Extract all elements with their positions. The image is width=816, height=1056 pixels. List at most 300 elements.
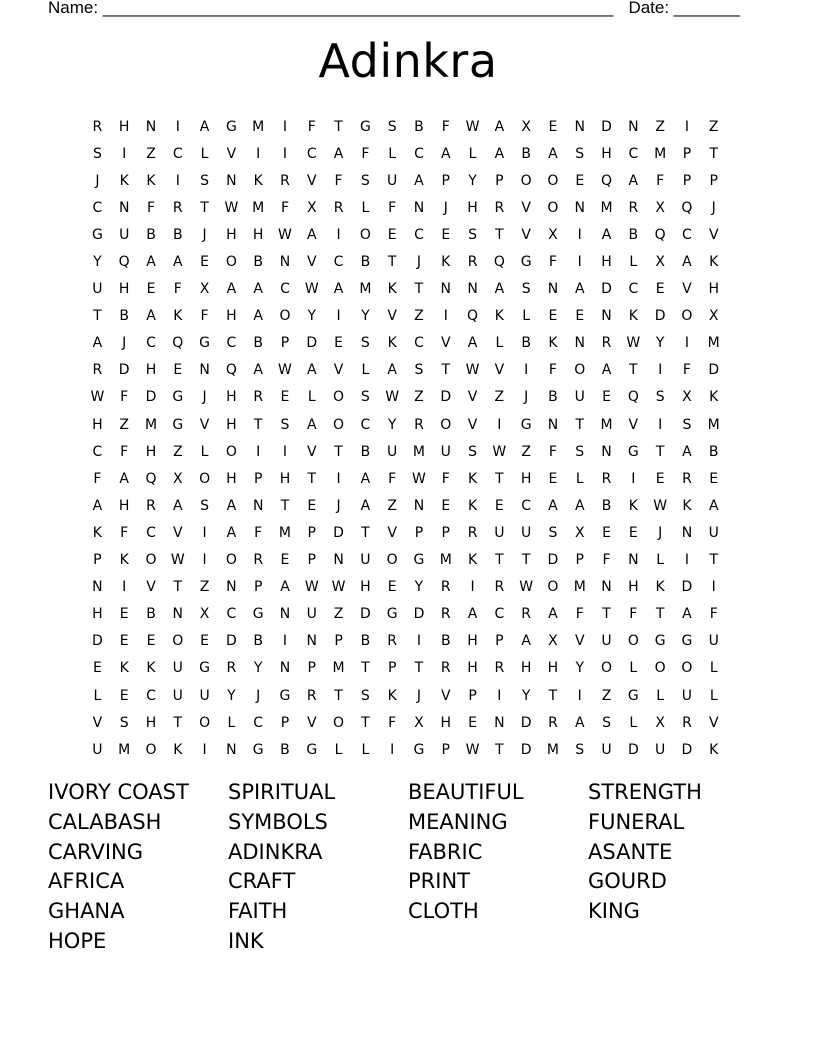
grid-letter[interactable]: H	[118, 497, 130, 514]
grid-letter[interactable]: R	[253, 552, 264, 569]
grid-letter[interactable]: T	[173, 714, 183, 731]
grid-letter[interactable]: R	[414, 416, 424, 433]
grid-letter[interactable]: E	[387, 226, 397, 243]
grid-letter[interactable]: T	[93, 308, 102, 325]
grid-letter[interactable]: F	[200, 308, 209, 325]
grid-letter[interactable]: J	[711, 199, 716, 216]
grid-letter[interactable]: R	[601, 335, 612, 352]
grid-letter[interactable]: A	[253, 281, 263, 298]
grid-letter[interactable]: F	[548, 443, 557, 460]
grid-letter[interactable]: P	[441, 172, 450, 189]
grid-letter[interactable]: E	[468, 714, 477, 731]
grid-letter[interactable]: K	[682, 497, 692, 514]
grid-letter[interactable]: V	[628, 416, 639, 433]
grid-letter[interactable]: O	[386, 552, 398, 569]
grid-letter[interactable]: M	[118, 741, 131, 758]
grid-letter[interactable]: A	[92, 497, 103, 514]
grid-letter[interactable]: C	[414, 145, 424, 162]
grid-letter[interactable]: A	[574, 497, 585, 514]
grid-letter[interactable]: X	[574, 524, 585, 541]
grid-letter[interactable]: E	[119, 687, 129, 704]
grid-letter[interactable]: Z	[333, 606, 344, 623]
grid-letter[interactable]: E	[119, 606, 129, 623]
grid-letter[interactable]: V	[306, 443, 317, 460]
grid-letter[interactable]: A	[306, 226, 317, 243]
grid-letter[interactable]: M	[359, 281, 372, 298]
grid-letter[interactable]: O	[199, 714, 211, 731]
grid-letter[interactable]: U	[119, 226, 130, 243]
grid-letter[interactable]: N	[574, 199, 585, 216]
grid-letter[interactable]: Z	[494, 389, 505, 406]
grid-letter[interactable]: K	[119, 172, 129, 189]
grid-letter[interactable]: E	[280, 389, 290, 406]
grid-letter[interactable]: W	[278, 362, 292, 379]
grid-letter[interactable]: I	[282, 118, 288, 135]
grid-letter[interactable]: Q	[601, 172, 613, 189]
grid-letter[interactable]: A	[548, 606, 558, 623]
grid-letter[interactable]: E	[575, 308, 585, 325]
grid-letter[interactable]: Z	[414, 308, 424, 325]
grid-letter[interactable]: P	[253, 579, 263, 596]
grid-letter[interactable]: L	[93, 687, 102, 704]
grid-letter[interactable]: W	[519, 579, 534, 596]
grid-letter[interactable]: F	[548, 254, 557, 271]
grid-letter[interactable]: E	[548, 118, 558, 135]
grid-letter[interactable]: C	[92, 199, 103, 216]
grid-letter[interactable]: N	[252, 497, 264, 514]
grid-letter[interactable]: W	[492, 443, 507, 460]
grid-letter[interactable]: V	[467, 416, 478, 433]
grid-letter[interactable]: N	[547, 281, 559, 298]
grid-letter[interactable]: L	[200, 145, 209, 162]
grid-letter[interactable]: W	[331, 579, 346, 596]
grid-letter[interactable]: O	[172, 633, 184, 650]
grid-letter[interactable]: B	[521, 335, 531, 352]
grid-letter[interactable]: E	[200, 633, 210, 650]
grid-letter[interactable]: A	[173, 497, 183, 514]
grid-letter[interactable]: A	[360, 497, 371, 514]
grid-letter[interactable]: T	[441, 362, 451, 379]
grid-letter[interactable]: A	[226, 281, 237, 298]
grid-letter[interactable]: R	[467, 524, 478, 541]
grid-letter[interactable]: A	[682, 254, 692, 271]
grid-letter[interactable]: K	[119, 552, 129, 569]
grid-letter[interactable]: A	[360, 470, 371, 487]
grid-letter[interactable]: L	[361, 362, 370, 379]
grid-letter[interactable]: I	[336, 226, 341, 243]
grid-letter[interactable]: E	[575, 172, 585, 189]
grid-letter[interactable]: P	[280, 335, 290, 352]
grid-letter[interactable]: C	[92, 443, 103, 460]
grid-letter[interactable]: G	[225, 118, 237, 135]
grid-letter[interactable]: E	[280, 552, 290, 569]
grid-letter[interactable]: T	[253, 416, 263, 433]
grid-letter[interactable]: C	[494, 606, 505, 623]
grid-letter[interactable]: A	[146, 254, 156, 271]
grid-letter[interactable]: F	[120, 389, 129, 406]
grid-letter[interactable]: T	[334, 443, 343, 460]
grid-letter[interactable]: H	[467, 633, 478, 650]
grid-letter[interactable]: H	[226, 308, 237, 325]
grid-letter[interactable]: U	[172, 687, 183, 704]
grid-letter[interactable]: L	[709, 687, 718, 704]
grid-letter[interactable]: P	[682, 172, 692, 189]
grid-letter[interactable]: E	[200, 254, 210, 271]
grid-letter[interactable]: E	[548, 308, 558, 325]
grid-letter[interactable]: B	[548, 389, 558, 406]
grid-letter[interactable]: T	[548, 687, 558, 704]
grid-letter[interactable]: C	[414, 226, 424, 243]
grid-letter[interactable]: U	[574, 389, 585, 406]
grid-letter[interactable]: O	[359, 226, 371, 243]
grid-letter[interactable]: E	[441, 497, 451, 514]
grid-letter[interactable]: L	[334, 741, 343, 758]
grid-letter[interactable]: Z	[119, 416, 129, 433]
grid-letter[interactable]: J	[122, 335, 127, 352]
grid-letter[interactable]: I	[256, 145, 261, 162]
grid-letter[interactable]: T	[602, 606, 611, 623]
grid-letter[interactable]: P	[93, 552, 102, 569]
grid-letter[interactable]: K	[146, 172, 156, 189]
grid-letter[interactable]: Q	[681, 199, 693, 216]
grid-letter[interactable]: X	[655, 254, 665, 271]
grid-letter[interactable]: Y	[655, 335, 665, 352]
grid-letter[interactable]: S	[200, 497, 210, 514]
grid-letter[interactable]: I	[711, 579, 716, 596]
grid-letter[interactable]: N	[574, 335, 585, 352]
grid-letter[interactable]: P	[334, 633, 343, 650]
grid-letter[interactable]: T	[655, 606, 665, 623]
grid-letter[interactable]: T	[200, 199, 209, 216]
grid-letter[interactable]: A	[119, 470, 129, 487]
grid-letter[interactable]: N	[226, 741, 237, 758]
grid-letter[interactable]: V	[440, 335, 451, 352]
grid-letter[interactable]: R	[92, 118, 103, 135]
grid-letter[interactable]: P	[682, 145, 692, 162]
grid-letter[interactable]: R	[280, 172, 290, 189]
grid-letter[interactable]: A	[574, 281, 585, 298]
grid-letter[interactable]: B	[440, 633, 451, 650]
grid-letter[interactable]: W	[465, 118, 480, 135]
grid-letter[interactable]: O	[225, 254, 237, 271]
grid-letter[interactable]: F	[656, 172, 665, 189]
grid-letter[interactable]: D	[601, 118, 612, 135]
grid-letter[interactable]: L	[495, 335, 504, 352]
grid-letter[interactable]: V	[387, 524, 397, 541]
grid-letter[interactable]: X	[548, 226, 558, 243]
grid-letter[interactable]: F	[682, 362, 691, 379]
grid-letter[interactable]: E	[548, 470, 558, 487]
grid-letter[interactable]: E	[173, 362, 183, 379]
grid-letter[interactable]: I	[122, 145, 127, 162]
grid-letter[interactable]: M	[546, 741, 559, 758]
grid-letter[interactable]: U	[521, 524, 532, 541]
name-field[interactable]: Name: ______________________________________________________	[48, 0, 614, 17]
grid-letter[interactable]: Y	[468, 172, 477, 189]
grid-letter[interactable]: A	[387, 362, 397, 379]
grid-letter[interactable]: D	[601, 281, 612, 298]
grid-letter[interactable]: H	[520, 660, 532, 677]
grid-letter[interactable]: G	[252, 741, 264, 758]
grid-letter[interactable]: P	[307, 552, 316, 569]
grid-letter[interactable]: H	[92, 606, 103, 623]
grid-letter[interactable]: R	[467, 254, 478, 271]
grid-letter[interactable]: D	[708, 362, 720, 379]
grid-letter[interactable]: V	[440, 687, 451, 704]
grid-letter[interactable]: N	[199, 362, 210, 379]
grid-letter[interactable]: I	[202, 741, 207, 758]
grid-letter[interactable]: A	[92, 335, 103, 352]
grid-letter[interactable]: L	[361, 741, 370, 758]
grid-letter[interactable]: D	[333, 524, 344, 541]
grid-letter[interactable]: X	[682, 389, 692, 406]
grid-letter[interactable]: F	[334, 172, 343, 189]
grid-letter[interactable]: Z	[655, 118, 665, 135]
grid-letter[interactable]: V	[387, 308, 397, 325]
grid-letter[interactable]: T	[495, 741, 504, 758]
grid-letter[interactable]: N	[413, 199, 425, 216]
grid-letter[interactable]: N	[681, 524, 693, 541]
grid-letter[interactable]: D	[440, 389, 452, 406]
grid-letter[interactable]: X	[199, 281, 210, 298]
grid-letter[interactable]: Q	[145, 470, 157, 487]
grid-letter[interactable]: Q	[172, 335, 184, 352]
grid-letter[interactable]: A	[253, 362, 263, 379]
grid-letter[interactable]: S	[468, 226, 477, 243]
grid-letter[interactable]: N	[413, 497, 425, 514]
grid-letter[interactable]: O	[547, 199, 559, 216]
grid-letter[interactable]: A	[521, 633, 531, 650]
grid-letter[interactable]: W	[412, 470, 426, 487]
grid-letter[interactable]: E	[146, 633, 156, 650]
grid-letter[interactable]: M	[332, 660, 345, 677]
grid-letter[interactable]: H	[226, 416, 237, 433]
grid-letter[interactable]: C	[360, 416, 371, 433]
grid-letter[interactable]: I	[658, 362, 663, 379]
grid-letter[interactable]: I	[175, 118, 180, 135]
grid-letter[interactable]: U	[708, 524, 719, 541]
grid-letter[interactable]: Y	[414, 579, 424, 596]
grid-letter[interactable]: L	[388, 145, 397, 162]
grid-letter[interactable]: L	[468, 145, 477, 162]
grid-letter[interactable]: B	[280, 741, 290, 758]
grid-letter[interactable]: D	[413, 606, 425, 623]
grid-letter[interactable]: N	[145, 118, 157, 135]
grid-letter[interactable]: O	[681, 308, 693, 325]
grid-letter[interactable]: G	[386, 606, 398, 623]
grid-letter[interactable]: L	[227, 714, 236, 731]
grid-letter[interactable]: G	[627, 687, 639, 704]
grid-letter[interactable]: Y	[361, 308, 370, 325]
grid-letter[interactable]: A	[467, 335, 478, 352]
grid-letter[interactable]: F	[146, 199, 156, 216]
grid-letter[interactable]: D	[627, 741, 639, 758]
grid-letter[interactable]: H	[118, 281, 130, 298]
grid-letter[interactable]: H	[118, 118, 130, 135]
grid-letter[interactable]: V	[521, 226, 531, 243]
grid-letter[interactable]: W	[304, 579, 319, 596]
grid-letter[interactable]: T	[655, 443, 665, 460]
grid-letter[interactable]: D	[654, 308, 666, 325]
grid-letter[interactable]: P	[709, 172, 718, 189]
grid-letter[interactable]: E	[602, 389, 611, 406]
grid-letter[interactable]: B	[253, 633, 263, 650]
grid-letter[interactable]: F	[548, 362, 557, 379]
grid-letter[interactable]: G	[172, 416, 184, 433]
grid-letter[interactable]: N	[279, 606, 291, 623]
grid-letter[interactable]: O	[279, 308, 291, 325]
grid-letter[interactable]: O	[627, 633, 639, 650]
grid-letter[interactable]: A	[199, 118, 210, 135]
grid-letter[interactable]: K	[173, 308, 183, 325]
grid-letter[interactable]: G	[654, 633, 666, 650]
grid-letter[interactable]: T	[521, 552, 531, 569]
grid-letter[interactable]: Y	[93, 254, 102, 271]
grid-letter[interactable]: J	[336, 497, 341, 514]
grid-letter[interactable]: R	[628, 199, 639, 216]
grid-letter[interactable]: U	[601, 633, 612, 650]
grid-letter[interactable]: F	[93, 470, 102, 487]
grid-letter[interactable]: Y	[227, 687, 236, 704]
grid-letter[interactable]: M	[412, 443, 425, 460]
grid-letter[interactable]: K	[709, 741, 719, 758]
grid-letter[interactable]: I	[336, 470, 341, 487]
grid-letter[interactable]: D	[681, 579, 693, 596]
grid-letter[interactable]: D	[225, 633, 237, 650]
grid-letter[interactable]: A	[306, 416, 317, 433]
grid-letter[interactable]: J	[443, 199, 448, 216]
grid-letter[interactable]: I	[175, 172, 180, 189]
grid-letter[interactable]: A	[494, 118, 505, 135]
grid-letter[interactable]: M	[707, 416, 720, 433]
grid-letter[interactable]: H	[360, 579, 371, 596]
grid-letter[interactable]: C	[306, 145, 317, 162]
grid-letter[interactable]: U	[360, 552, 371, 569]
grid-letter[interactable]: M	[252, 199, 265, 216]
grid-letter[interactable]: O	[681, 660, 693, 677]
grid-letter[interactable]: E	[92, 660, 102, 677]
grid-letter[interactable]: F	[709, 606, 718, 623]
grid-letter[interactable]: B	[119, 308, 129, 325]
grid-letter[interactable]: E	[334, 335, 343, 352]
grid-letter[interactable]: K	[467, 552, 478, 569]
grid-letter[interactable]: A	[548, 145, 558, 162]
grid-letter[interactable]: A	[280, 579, 290, 596]
grid-letter[interactable]: G	[681, 633, 693, 650]
grid-letter[interactable]: N	[440, 281, 451, 298]
grid-letter[interactable]: J	[202, 389, 207, 406]
grid-letter[interactable]: M	[654, 145, 667, 162]
grid-letter[interactable]: M	[278, 524, 292, 541]
grid-letter[interactable]: I	[684, 335, 689, 352]
grid-letter[interactable]: A	[306, 362, 317, 379]
grid-letter[interactable]: U	[494, 524, 505, 541]
grid-letter[interactable]: A	[173, 254, 183, 271]
grid-letter[interactable]: R	[682, 714, 692, 731]
grid-letter[interactable]: U	[172, 660, 183, 677]
grid-letter[interactable]: N	[279, 254, 291, 271]
grid-letter[interactable]: O	[225, 443, 237, 460]
grid-letter[interactable]: V	[574, 633, 585, 650]
grid-letter[interactable]: Z	[172, 443, 183, 460]
grid-letter[interactable]: F	[280, 199, 289, 216]
grid-letter[interactable]: K	[387, 281, 397, 298]
grid-letter[interactable]: R	[440, 606, 451, 623]
grid-letter[interactable]: O	[601, 660, 613, 677]
grid-letter[interactable]: K	[173, 741, 183, 758]
grid-letter[interactable]: A	[226, 524, 237, 541]
grid-letter[interactable]: V	[708, 226, 719, 243]
grid-letter[interactable]: Q	[467, 308, 479, 325]
grid-letter[interactable]: K	[548, 335, 558, 352]
grid-letter[interactable]: A	[333, 281, 344, 298]
grid-letter[interactable]: T	[629, 362, 638, 379]
grid-letter[interactable]: G	[520, 254, 532, 271]
grid-letter[interactable]: U	[92, 281, 103, 298]
grid-letter[interactable]: I	[631, 470, 636, 487]
grid-letter[interactable]: V	[306, 714, 317, 731]
grid-letter[interactable]: I	[470, 579, 475, 596]
grid-letter[interactable]: L	[656, 552, 665, 569]
grid-letter[interactable]: M	[600, 199, 613, 216]
grid-letter[interactable]: H	[601, 254, 612, 271]
grid-letter[interactable]: B	[521, 145, 531, 162]
grid-letter[interactable]: V	[682, 281, 692, 298]
grid-letter[interactable]: W	[224, 199, 239, 216]
grid-letter[interactable]: U	[92, 741, 103, 758]
grid-letter[interactable]: X	[306, 199, 317, 216]
grid-letter[interactable]: X	[172, 470, 183, 487]
grid-letter[interactable]: Z	[414, 389, 424, 406]
grid-letter[interactable]: A	[708, 497, 719, 514]
grid-letter[interactable]: D	[306, 335, 318, 352]
grid-letter[interactable]: B	[360, 443, 371, 460]
grid-letter[interactable]: E	[494, 497, 504, 514]
grid-letter[interactable]: T	[709, 145, 718, 162]
grid-letter[interactable]: T	[709, 552, 718, 569]
grid-letter[interactable]: T	[280, 497, 290, 514]
grid-letter[interactable]: K	[441, 254, 451, 271]
grid-letter[interactable]: F	[602, 552, 611, 569]
grid-letter[interactable]: E	[655, 281, 665, 298]
grid-letter[interactable]: L	[709, 660, 718, 677]
grid-letter[interactable]: D	[118, 362, 130, 379]
grid-letter[interactable]: Z	[708, 118, 719, 135]
grid-letter[interactable]: M	[707, 335, 720, 352]
grid-letter[interactable]: K	[655, 579, 665, 596]
grid-letter[interactable]: G	[520, 416, 532, 433]
grid-letter[interactable]: C	[226, 335, 237, 352]
grid-letter[interactable]: G	[413, 552, 425, 569]
grid-letter[interactable]: S	[360, 335, 370, 352]
grid-letter[interactable]: S	[548, 524, 558, 541]
grid-letter[interactable]: N	[118, 199, 130, 216]
grid-letter[interactable]: H	[440, 714, 452, 731]
grid-letter[interactable]: I	[336, 308, 341, 325]
grid-letter[interactable]: V	[306, 172, 317, 189]
grid-letter[interactable]: X	[521, 118, 531, 135]
grid-letter[interactable]: J	[95, 172, 100, 189]
grid-letter[interactable]: J	[416, 254, 422, 271]
grid-letter[interactable]: F	[629, 606, 638, 623]
grid-letter[interactable]: I	[122, 579, 127, 596]
grid-letter[interactable]: S	[92, 145, 102, 162]
grid-letter[interactable]: A	[574, 714, 585, 731]
grid-letter[interactable]: G	[279, 687, 291, 704]
grid-letter[interactable]: A	[467, 606, 478, 623]
grid-letter[interactable]: R	[333, 199, 344, 216]
grid-letter[interactable]: P	[468, 687, 477, 704]
